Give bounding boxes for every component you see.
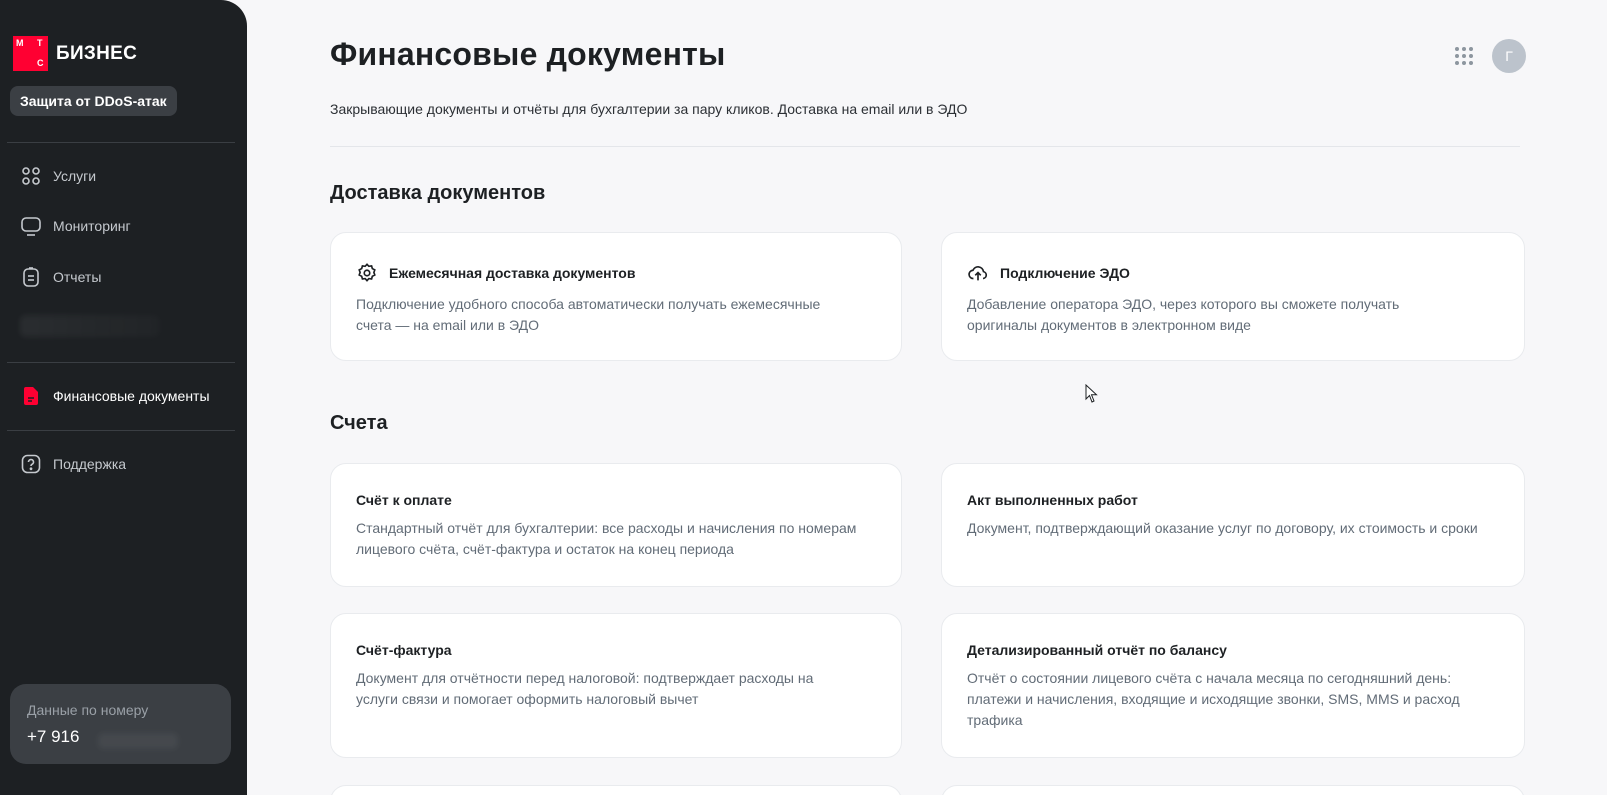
card-partial[interactable] bbox=[330, 785, 902, 795]
card-title bbox=[967, 262, 1499, 284]
number-card-label: Данные по номеру bbox=[27, 702, 149, 718]
main-content bbox=[247, 0, 1607, 795]
sidebar-item-support[interactable] bbox=[20, 452, 126, 476]
card-monthly-delivery[interactable] bbox=[330, 232, 902, 361]
card-title: Счёт к оплате bbox=[356, 492, 452, 508]
card-title-text: Подключение ЭДО bbox=[1000, 265, 1130, 281]
report-icon bbox=[20, 266, 42, 288]
card-description: Добавление оператора ЭДО, через которого вы сможете получать оригиналы документов в электронном виде bbox=[967, 296, 1400, 333]
card-balance-report[interactable] bbox=[941, 613, 1525, 758]
blurred-item bbox=[20, 315, 160, 337]
page-title: Финансовые документы bbox=[330, 36, 726, 72]
user-avatar[interactable]: Г bbox=[1492, 39, 1526, 73]
logo-mark bbox=[13, 36, 48, 71]
mts-business-logo[interactable] bbox=[13, 36, 137, 71]
blurred-number bbox=[98, 733, 178, 749]
help-icon bbox=[20, 453, 42, 475]
monitor-icon bbox=[20, 215, 42, 237]
mouse-cursor-icon bbox=[1085, 384, 1099, 404]
card-title: Счёт-фактура bbox=[356, 642, 452, 658]
section-title-delivery: Доставка документов bbox=[330, 182, 546, 204]
logo-letter: С bbox=[37, 58, 44, 68]
sidebar-divider bbox=[7, 430, 235, 431]
number-card[interactable] bbox=[10, 684, 231, 764]
logo-letter: Т bbox=[37, 38, 43, 48]
card-title-text: Ежемесячная доставка документов bbox=[389, 265, 636, 281]
card-description: Документ для отчётности перед налоговой: подтверждает расходы на услуги связи и помогает оформить налоговый вычет bbox=[356, 670, 814, 707]
card-title bbox=[356, 262, 876, 284]
card-edo-connection[interactable] bbox=[941, 232, 1525, 361]
card-title: Детализированный отчёт по балансу bbox=[967, 642, 1227, 658]
sidebar-item-label: Финансовые документы bbox=[53, 388, 210, 404]
card-description: Документ, подтверждающий оказание услуг по договору, их стоимость и сроки bbox=[967, 520, 1478, 536]
card-invoice-to-pay[interactable] bbox=[330, 463, 902, 587]
sidebar-divider bbox=[7, 142, 235, 143]
grid-icon bbox=[20, 165, 42, 187]
sidebar-item-label: Поддержка bbox=[53, 456, 127, 472]
sidebar-item-reports[interactable] bbox=[20, 265, 101, 289]
cloud-upload-icon bbox=[967, 262, 989, 284]
apps-grid-icon[interactable] bbox=[1453, 45, 1475, 67]
number-card-value: +7 916 bbox=[27, 727, 80, 746]
sidebar-item-label: Услуги bbox=[53, 168, 97, 184]
sidebar-item-label: Мониторинг bbox=[53, 218, 131, 234]
page-subtitle: Закрывающие документы и отчёты для бухгалтерии за пару кликов. Доставка на email или в ЭДО bbox=[330, 101, 968, 117]
card-description: Подключение удобного способа автоматически получать ежемесячные счета — на email или в ЭДО bbox=[356, 296, 821, 333]
sidebar-item-label: Отчеты bbox=[53, 269, 102, 285]
sidebar-item-services[interactable] bbox=[20, 164, 96, 188]
section-title-invoices: Счета bbox=[330, 412, 388, 434]
card-description: Отчёт о состоянии лицевого счёта с начала месяца по сегодняшний день: платежи и начисления, входящие и исходящие звонки, SMS, MMS и расход трафика bbox=[967, 670, 1460, 728]
header-divider bbox=[330, 146, 1520, 147]
gear-icon bbox=[356, 262, 378, 284]
card-title: Акт выполненных работ bbox=[967, 492, 1138, 508]
logo-letter: М bbox=[16, 38, 24, 48]
sidebar-item-financial-documents[interactable] bbox=[20, 384, 210, 408]
sidebar bbox=[0, 0, 247, 795]
card-act-of-work[interactable] bbox=[941, 463, 1525, 587]
card-partial[interactable] bbox=[941, 785, 1525, 795]
document-icon bbox=[20, 385, 42, 407]
product-selector[interactable]: Защита от DDoS-атак bbox=[10, 86, 177, 116]
card-description: Стандартный отчёт для бухгалтерии: все расходы и начисления по номерам лицевого счёта, счёт-фактура и остаток на конец периода bbox=[356, 520, 857, 557]
logo-word: БИЗНЕС bbox=[56, 42, 138, 64]
sidebar-divider bbox=[7, 362, 235, 363]
sidebar-item-monitoring[interactable] bbox=[20, 214, 131, 238]
card-invoice-factura[interactable] bbox=[330, 613, 902, 758]
